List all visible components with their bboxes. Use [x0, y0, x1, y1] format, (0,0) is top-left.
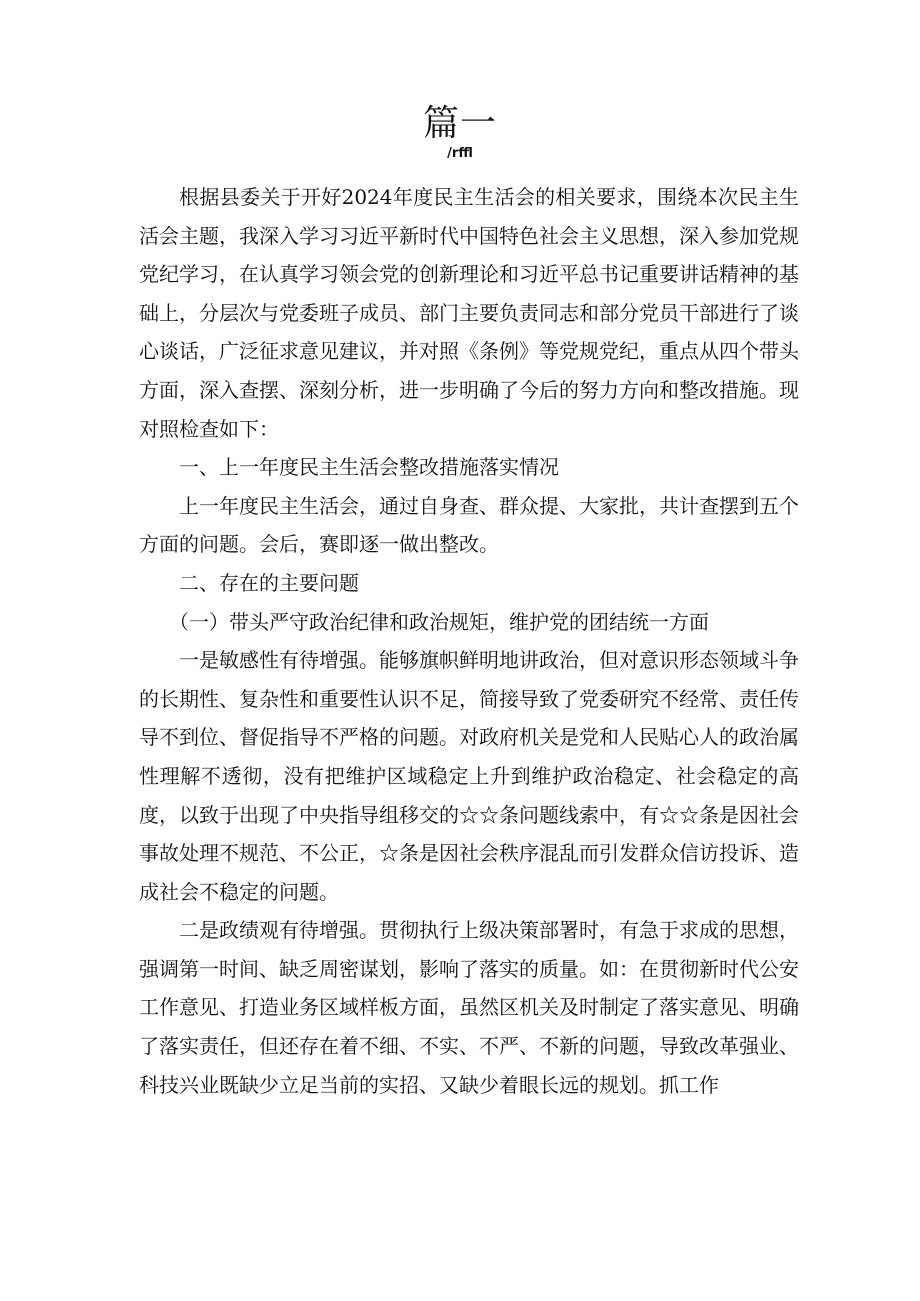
paragraph-point-2: 二是政绩观有待增强。贯彻执行上级决策部署时，有急于求成的思想，强调第一时间、缺乏周密谋划，影响了落实的质量。如：在贯彻新时代公安工作意见、打造业务区域样板方面，虽然区机关及时制定了落实意见、明确了落实责任，但还存在着不细、不实、不严、不新的问题，导致改革强业、科技兴业既缺少立足当前的实招、又缺少着眼长远的规划。抓工作 [139, 918, 799, 1097]
paragraph-section-1: 上一年度民主生活会，通过自身查、群众提、大家批，共计查摆到五个方面的问题。会后，赛即逐一做出整改。 [139, 493, 799, 557]
heading-subsection-1: （一）带头严守政治纪律和政治规矩，维护党的团结统一方面 [169, 609, 709, 634]
heading-section-2: 二、存在的主要问题 [179, 570, 359, 595]
paragraph-intro: 根据县委关于开好2024年度民主生活会的相关要求，围绕本次民主生活会主题，我深入学习习近平新时代中国特色社会主义思想，深入参加党规党纪学习，在认真学习领会党的创新理论和习近平总书记重要讲话精神的基础上，分层次与党委班子成员、部门主要负责同志和部分党员干部进行了谈心谈话，广泛征求意见建议，并对照《条例》等党规党纪，重点从四个带头方面，深入查摆、深刻分析，进一步明确了今后的努力方向和整改措施。现对照检查如下： [139, 185, 799, 441]
paragraph-point-1: 一是敏感性有待增强。能够旗帜鲜明地讲政治，但对意识形态领域斗争的长期性、复杂性和重要性认识不足，简接导致了党委研究不经常、责任传导不到位、督促指导不严格的问题。对政府机关是党和人民贴心人的政治属性理解不透彻，没有把维护区域稳定上升到维护政治稳定、社会稳定的高度，以致于出现了中央指导组移交的☆☆条问题线索中，有☆☆条是因社会事故处理不规范、不公正，☆条是因社会秩序混乱而引发群众信访投诉、造成社会不稳定的问题。 [139, 648, 799, 904]
document-body [139, 178, 799, 1104]
page-subtitle: /rffl [447, 146, 473, 161]
page-title: 篇一 [422, 103, 497, 144]
heading-section-1: 一、上一年度民主生活会整改措施落实情况 [179, 455, 559, 480]
